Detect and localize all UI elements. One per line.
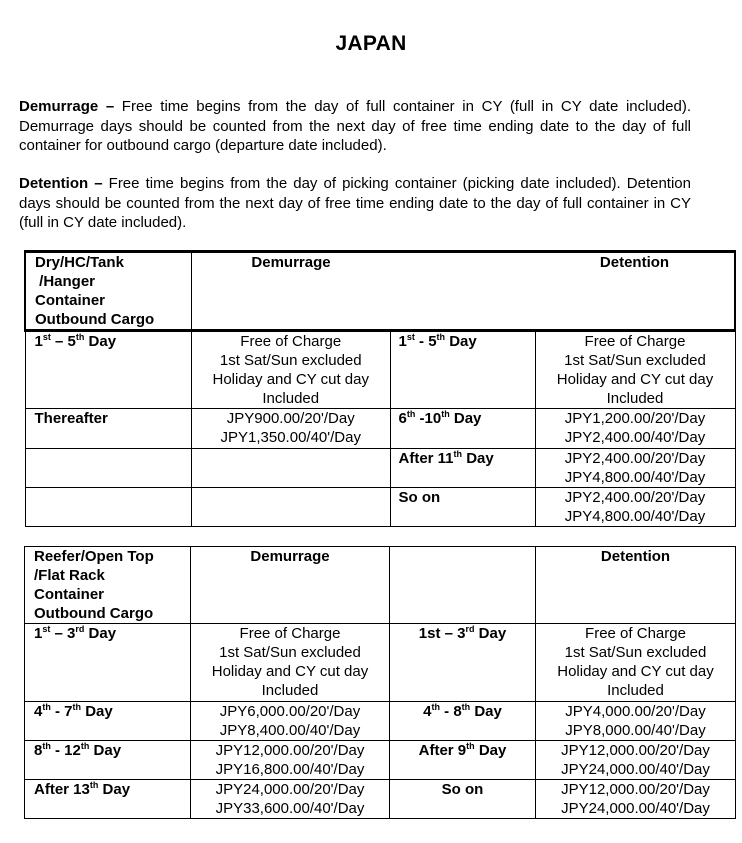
detention-text: Free time begins from the day of picking container (picking date included). Detention days should be counted from the next day of free time ending date to the day of full container in CY (full in CY date included). [19, 175, 691, 231]
table-row [25, 702, 736, 741]
demurrage-day-cell [25, 331, 192, 409]
empty-header [390, 252, 535, 331]
day-text: Day [81, 703, 113, 720]
table-header-row [25, 252, 735, 331]
day-text: 1 [34, 333, 43, 350]
demurrage-header: Demurrage [192, 252, 391, 331]
demurrage-header: Demurrage [191, 547, 390, 624]
rate-line: Included [606, 390, 664, 407]
table-row [25, 449, 735, 488]
day-text: 1st – 3 [418, 625, 466, 642]
demurrage-day-cell [25, 741, 191, 780]
detention-rate-cell [535, 449, 735, 488]
category-header [25, 547, 191, 624]
day-text: 1 [34, 625, 43, 642]
day-text: Day [449, 410, 482, 427]
ordinal-suffix: th [89, 780, 99, 790]
table-row [25, 488, 735, 527]
rate-line: JPY12,000.00/20'/Day [215, 742, 365, 759]
ordinal-suffix: rd [75, 624, 85, 634]
rate-line: Holiday and CY cut day [556, 371, 714, 388]
table-header-row [25, 547, 736, 624]
day-text: After 9 [418, 742, 467, 759]
ordinal-suffix: th [80, 741, 90, 751]
reefer-container-table [24, 546, 736, 819]
empty-header [390, 547, 536, 624]
demurrage-rate-cell [192, 409, 391, 449]
ordinal-suffix: th [42, 702, 51, 712]
detention-day-cell [390, 741, 536, 780]
day-text: 4 [34, 703, 43, 720]
detention-rate-cell [535, 331, 735, 409]
day-text: 8 [34, 742, 43, 759]
ordinal-suffix: th [72, 702, 82, 712]
detention-day-cell [390, 702, 536, 741]
day-text: Day [84, 625, 117, 642]
rate-line: 1st Sat/Sun excluded [219, 644, 361, 661]
detention-rate-cell [536, 780, 736, 819]
rate-line: JPY24,000.00/40'/Day [561, 800, 710, 817]
demurrage-rate-cell [191, 624, 390, 702]
demurrage-rate-cell [191, 741, 390, 780]
table-row [25, 331, 735, 409]
day-text: – 5 [50, 333, 76, 350]
ordinal-suffix: th [75, 332, 85, 342]
day-text: Day [470, 703, 502, 720]
detention-day-cell [390, 409, 535, 449]
day-text: Day [474, 742, 507, 759]
rate-line: Holiday and CY cut day [557, 663, 714, 680]
table-row [25, 741, 736, 780]
rate-line: JPY4,800.00/40'/Day [564, 469, 706, 486]
ordinal-suffix: th [406, 409, 416, 419]
rate-line: Free of Charge [584, 333, 686, 350]
rate-line: Free of Charge [239, 625, 341, 642]
rate-line: JPY16,800.00/40'/Day [215, 761, 365, 778]
rate-line: JPY24,000.00/20'/Day [215, 781, 365, 798]
category-header [25, 252, 192, 331]
day-text: 4 [423, 703, 432, 720]
rate-line: Free of Charge [240, 333, 342, 350]
demurrage-paragraph [19, 97, 691, 156]
day-text: Day [462, 450, 494, 467]
ordinal-suffix: st [42, 332, 51, 342]
ordinal-suffix: th [436, 332, 446, 342]
demurrage-day-cell [25, 449, 192, 488]
day-text: So on [398, 489, 441, 506]
day-text: So on [441, 781, 484, 798]
demurrage-label: Demurrage – [19, 98, 115, 115]
dry-container-table [24, 250, 736, 527]
rate-line: JPY4,800.00/40'/Day [564, 508, 706, 525]
rate-line: Free of Charge [585, 625, 686, 642]
category-line: Dry/HC/Tank [35, 254, 124, 271]
ordinal-suffix: st [406, 332, 415, 342]
rate-line: JPY6,000.00/20'/Day [219, 703, 361, 720]
detention-paragraph [19, 174, 691, 233]
day-text: - 12 [50, 742, 81, 759]
detention-rate-cell [536, 741, 736, 780]
table-row [25, 780, 736, 819]
detention-rate-cell [535, 488, 735, 527]
day-text: Thereafter [34, 410, 108, 427]
day-text: 6 [398, 410, 407, 427]
demurrage-rate-cell [192, 449, 391, 488]
rate-line: JPY2,400.00/20'/Day [564, 450, 706, 467]
detention-day-cell [390, 624, 536, 702]
rate-line: JPY33,600.00/40'/Day [215, 800, 365, 817]
rate-line: Included [261, 682, 319, 699]
rate-line: 1st Sat/Sun excluded [564, 644, 707, 661]
category-line: /Flat Rack [34, 567, 105, 584]
demurrage-day-cell [25, 409, 192, 449]
day-text: Day [474, 625, 507, 642]
ordinal-suffix: th [453, 449, 463, 459]
detention-day-cell [390, 331, 535, 409]
demurrage-day-cell [25, 702, 191, 741]
category-line: /Hanger [35, 273, 96, 290]
ordinal-suffix: th [441, 409, 450, 419]
rate-line: JPY2,400.00/40'/Day [564, 429, 706, 446]
demurrage-day-cell [25, 624, 191, 702]
rate-line: 1st Sat/Sun excluded [219, 352, 362, 369]
demurrage-day-cell [25, 780, 191, 819]
page-title: JAPAN [335, 32, 407, 55]
category-line: Outbound Cargo [34, 605, 154, 622]
detention-rate-cell [536, 624, 736, 702]
rate-line: JPY1,200.00/20'/Day [564, 410, 706, 427]
detention-header: Detention [536, 547, 736, 624]
rate-line: JPY12,000.00/20'/Day [561, 742, 710, 759]
detention-rate-cell [535, 409, 735, 449]
category-line: Outbound Cargo [35, 311, 155, 328]
rate-line: Included [262, 390, 320, 407]
detention-day-cell [390, 449, 535, 488]
day-text: Day [89, 742, 122, 759]
ordinal-suffix: st [42, 624, 51, 634]
day-text: Day [445, 333, 477, 350]
detention-header: Detention [535, 252, 735, 331]
category-line: Reefer/Open Top [34, 548, 154, 565]
demurrage-day-cell [25, 488, 192, 527]
demurrage-rate-cell [192, 331, 391, 409]
day-text: After 11 [398, 450, 454, 467]
rate-line: JPY8,000.00/40'/Day [565, 722, 706, 739]
demurrage-rate-cell [191, 702, 390, 741]
rate-line: JPY2,400.00/20'/Day [564, 489, 706, 506]
rate-line: Holiday and CY cut day [212, 371, 369, 388]
day-text: After 13 [34, 781, 90, 798]
table-row [25, 624, 736, 702]
ordinal-suffix: th [42, 741, 51, 751]
day-text: - 8 [439, 703, 462, 720]
day-text: - 5 [414, 333, 437, 350]
rate-line: JPY24,000.00/40'/Day [561, 761, 710, 778]
ordinal-suffix: rd [465, 624, 475, 634]
day-text: -10 [415, 410, 442, 427]
ordinal-suffix: th [461, 702, 471, 712]
day-text: Day [98, 781, 131, 798]
rate-line: JPY8,400.00/40'/Day [219, 722, 361, 739]
rate-line: Holiday and CY cut day [211, 663, 369, 680]
rate-line: 1st Sat/Sun excluded [564, 352, 706, 369]
ordinal-suffix: th [466, 741, 475, 751]
day-text: - 7 [50, 703, 73, 720]
rate-line: JPY900.00/20'/Day [226, 410, 355, 427]
category-line: Container [34, 586, 105, 603]
demurrage-text: Free time begins from the day of full container in CY (full in CY date included). Demurrage days should be counted from the next day of free time ending date to the day of full container for outbound cargo (departure date included). [19, 98, 691, 154]
day-text: 1 [398, 333, 407, 350]
day-text: – 3 [50, 625, 76, 642]
rate-line: JPY12,000.00/20'/Day [561, 781, 710, 798]
ordinal-suffix: th [431, 702, 440, 712]
table-row [25, 409, 735, 449]
rate-line: JPY1,350.00/40'/Day [220, 429, 361, 446]
category-line: Container [35, 292, 106, 309]
rate-line: Included [607, 682, 664, 699]
detention-day-cell [390, 488, 535, 527]
detention-rate-cell [536, 702, 736, 741]
demurrage-rate-cell [191, 780, 390, 819]
rate-line: JPY4,000.00/20'/Day [565, 703, 706, 720]
day-text: Day [84, 333, 117, 350]
detention-label: Detention – [19, 175, 103, 192]
demurrage-rate-cell [192, 488, 391, 527]
detention-day-cell [390, 780, 536, 819]
